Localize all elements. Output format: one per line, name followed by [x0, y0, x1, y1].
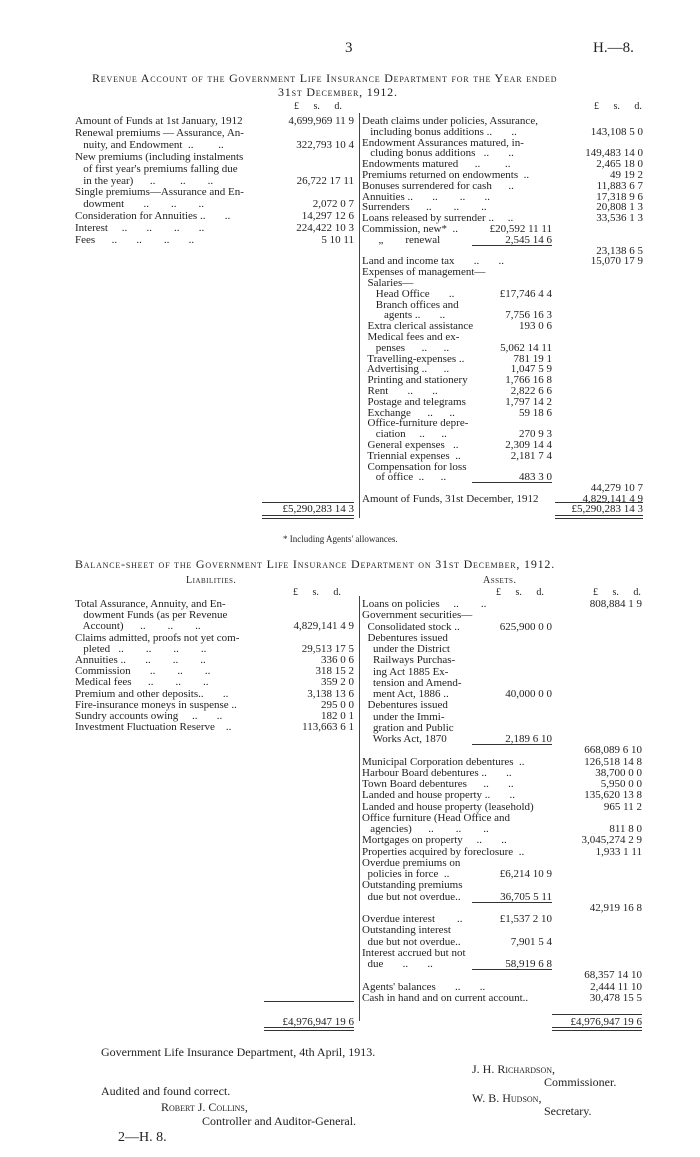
asset-label: Debentures issued: [362, 699, 448, 712]
liabilities-heading: Liabilities.: [186, 575, 237, 586]
revenue-payment-label: Extra clerical assistance: [362, 320, 474, 333]
revenue-receipt-amount: 14,297 12 6: [301, 210, 354, 223]
liability-label: pleted .. .. .. ..: [75, 642, 207, 655]
revenue-payment-label: agents .. ..: [362, 309, 446, 322]
revenue-receipt-label: nuity, and Endowment .. ..: [75, 138, 224, 151]
revenue-receipt-label: Single premiums—Assurance and En-: [75, 186, 244, 199]
revenue-payment-subamount: 270 9 3: [519, 428, 552, 441]
asset-label: Interest accrued but not: [362, 946, 466, 959]
liability-amount: 4,829,141 4 9: [293, 620, 354, 633]
asset-amount: 811 8 0: [609, 823, 642, 835]
revenue-payment-label: Rent .. ..: [362, 385, 438, 397]
asset-amount: 5,950 0 0: [600, 778, 642, 790]
revenue-right-total: £5,290,283 14 3: [571, 503, 643, 515]
revenue-receipt-label: Consideration for Annuities .. ..: [75, 210, 231, 223]
revenue-receipt-label: Amount of Funds at 1st January, 1912: [75, 115, 243, 127]
auditor-name: Robert J. Collins,: [161, 1100, 248, 1114]
assets-heading: Assets.: [483, 575, 517, 586]
asset-label: Landed and house property (leasehold): [362, 800, 534, 813]
dated-line: Government Life Insurance Department, 4th April, 1913.: [101, 1045, 376, 1059]
revenue-receipt-label: of first year's premiums falling due: [75, 162, 238, 175]
balance-title: Balance-sheet of the Government Life Insurance Department on 31st December, 1912.: [75, 557, 556, 571]
asset-amount: 1,933 1 11: [595, 845, 642, 858]
revenue-payment-subamount: 1,766 16 8: [505, 374, 552, 387]
balance-divider: [359, 596, 360, 1021]
subtotal-rule: [472, 902, 552, 903]
revenue-title: Revenue Account of the Government Life Insurance Department for the Year ended: [92, 71, 558, 85]
asset-label: Mortgages on property .. ..: [362, 834, 507, 847]
revenue-payment-label: including bonus additions .. ..: [362, 125, 517, 138]
liability-label: Annuities .. .. .. ..: [75, 654, 206, 666]
revenue-receipt-amount: 4,699,969 11 9: [288, 115, 354, 127]
revenue-left-total-rule: [262, 515, 354, 519]
asset-label: ing Act 1885 Ex-: [362, 665, 449, 678]
revenue-payment-label: Compensation for loss: [362, 460, 467, 473]
revenue-left-total: £5,290,283 14 3: [282, 503, 354, 515]
liabilities-total: £4,976,947 19 6: [282, 1016, 354, 1028]
currency-header: £ s. d.: [496, 587, 544, 598]
revenue-receipt-label: Renewal premiums — Assurance, An-: [75, 126, 244, 139]
revenue-payment-amount: 44,279 10 7: [590, 482, 643, 495]
revenue-payment-subamount: 5,062 14 11: [500, 341, 552, 354]
liability-amount: 113,663 6 1: [302, 721, 354, 734]
asset-amount: 68,357 14 10: [584, 969, 642, 982]
revenue-payment-subamount: 2,822 6 6: [510, 385, 552, 397]
asset-label: policies in force ..: [362, 868, 450, 880]
asset-label: Railways Purchas-: [362, 654, 456, 667]
asset-amount: 42,919 16 8: [589, 901, 642, 914]
asset-label: Municipal Corporation debentures ..: [362, 755, 525, 768]
revenue-payment-label: Salaries—: [362, 277, 414, 289]
revenue-payment-label: Annuities .. .. .. ..: [362, 190, 491, 203]
asset-label: Agents' balances .. ..: [362, 980, 486, 993]
revenue-payment-subamount: 2,309 14 4: [505, 439, 552, 451]
liability-label: Sundry accounts owing .. ..: [75, 710, 223, 722]
page-number: 3: [345, 40, 353, 56]
revenue-payment-label: Loans released by surrender .. ..: [362, 212, 514, 225]
asset-amount: 808,884 1 9: [589, 598, 642, 610]
liability-label: Commission .. .. ..: [75, 665, 211, 678]
asset-label: agencies) .. .. ..: [362, 823, 489, 835]
liability-label: Premium and other deposits.. ..: [75, 687, 229, 700]
revenue-payment-label: ciation .. ..: [362, 428, 447, 441]
revenue-payment-label: Printing and stationery: [362, 374, 468, 387]
revenue-payment-amount: 149,483 14 0: [585, 147, 643, 160]
document-ref: H.—8.: [593, 40, 634, 56]
liability-amount: 3,138 13 6: [307, 687, 354, 700]
asset-label: due .. ..: [362, 958, 433, 970]
asset-label: due but not overdue..: [362, 890, 461, 903]
revenue-payment-amount: 143,108 5 0: [590, 125, 643, 138]
asset-subamount: 7,901 5 4: [510, 935, 552, 948]
revenue-payment-subamount: 193 0 6: [519, 320, 552, 333]
revenue-payment-amount: 49 19 2: [610, 169, 643, 181]
revenue-payment-label: Medical fees and ex-: [362, 331, 460, 343]
asset-label: Debentures issued: [362, 631, 448, 644]
revenue-payment-label: Surrenders .. .. ..: [362, 201, 487, 214]
revenue-payment-label: Premiums returned on endowments ..: [362, 169, 530, 181]
asset-label: Office furniture (Head Office and: [362, 811, 511, 824]
liability-label: Investment Fluctuation Reserve ..: [75, 721, 232, 734]
asset-subamount: 2,189 6 10: [505, 733, 552, 745]
currency-header: £ s. d.: [293, 587, 341, 598]
revenue-payment-amount: 2,465 18 0: [596, 158, 643, 171]
subtotal-rule: [472, 969, 552, 970]
liability-label: dowment Funds (as per Revenue: [75, 609, 228, 622]
revenue-payment-label: Head Office ..: [362, 287, 455, 300]
revenue-payment-subamount: £17,746 4 4: [499, 287, 552, 300]
revenue-payment-label: Bonuses surrendered for cash ..: [362, 179, 514, 192]
revenue-payment-subamount: £20,592 11 11: [489, 223, 552, 235]
liability-label: Fire-insurance moneys in suspense ..: [75, 698, 237, 711]
asset-label: Works Act, 1870: [362, 733, 447, 745]
revenue-payment-label: Travelling-expenses ..: [362, 352, 465, 365]
liability-amount: 318 15 2: [315, 665, 354, 678]
revenue-receipt-amount: 322,793 10 4: [296, 138, 354, 151]
asset-amount: 135,620 13 8: [584, 789, 642, 802]
revenue-payment-amount: 17,318 9 6: [596, 190, 643, 203]
asset-subamount: £1,537 2 10: [499, 913, 552, 925]
asset-amount: 2,444 11 10: [590, 980, 642, 993]
asset-amount: 3,045,274 2 9: [581, 834, 642, 847]
signatory-2-title: Secretary.: [544, 1104, 592, 1118]
asset-label: tension and Amend-: [362, 676, 462, 689]
asset-amount: 38,700 0 0: [595, 766, 642, 779]
revenue-payment-label: Postage and telegrams: [362, 395, 466, 408]
revenue-receipt-label: Interest .. .. .. ..: [75, 222, 205, 235]
revenue-payment-label: Death claims under policies, Assurance,: [362, 115, 538, 127]
asset-label: Harbour Board debentures .. ..: [362, 766, 512, 779]
signatory-1-title: Commissioner.: [544, 1075, 617, 1089]
revenue-payment-subamount: 2,181 7 4: [510, 449, 552, 462]
revenue-payment-subamount: 1,797 14 2: [505, 395, 552, 408]
page-footer: 2—H. 8.: [118, 1130, 167, 1145]
revenue-payment-amount: 15,070 17 9: [590, 255, 643, 268]
revenue-payment-label: Triennial expenses ..: [362, 449, 461, 462]
revenue-receipt-amount: 224,422 10 3: [296, 222, 354, 235]
revenue-payment-amount: 23,138 6 5: [596, 244, 643, 257]
liability-label: Total Assurance, Annuity, and En-: [75, 598, 226, 610]
asset-subamount: 36,705 5 11: [500, 890, 552, 903]
subtotal-rule: [472, 482, 552, 483]
revenue-payment-label: Land and income tax .. ..: [362, 255, 505, 268]
revenue-payment-amount: 33,536 1 3: [596, 212, 643, 225]
revenue-right-total-rule: [555, 515, 643, 519]
footnote: * Including Agents' allowances.: [283, 534, 398, 544]
asset-label: Town Board debentures .. ..: [362, 778, 514, 790]
revenue-payment-label: cluding bonus additions .. ..: [362, 147, 514, 160]
asset-label: under the District: [362, 643, 450, 655]
asset-subamount: 625,900 0 0: [499, 620, 552, 633]
revenue-payment-subamount: 1,047 5 9: [510, 363, 552, 376]
revenue-receipt-label: New premiums (including instalments: [75, 150, 244, 163]
asset-label: Properties acquired by foreclosure ..: [362, 845, 525, 858]
liability-label: Medical fees .. .. ..: [75, 676, 209, 689]
subtotal-rule: [472, 245, 552, 246]
asset-label: gration and Public: [362, 721, 454, 734]
revenue-payment-label: Advertising .. ..: [362, 363, 450, 376]
revenue-payment-subamount: 59 18 6: [519, 406, 552, 419]
liability-amount: 29,513 17 5: [301, 642, 354, 655]
revenue-receipt-amount: 5 10 11: [321, 234, 354, 246]
revenue-payment-amount: 20,808 1 3: [596, 201, 643, 214]
asset-label: Overdue interest ..: [362, 913, 463, 925]
revenue-payment-amount: 4,829,141 4 9: [582, 493, 643, 505]
asset-label: Loans on policies .. ..: [362, 598, 487, 610]
signatory-2: W. B. Hudson,: [472, 1091, 542, 1105]
revenue-divider: [359, 113, 360, 518]
revenue-payment-label: Commission, new* ..: [362, 223, 458, 235]
liabilities-rule: [264, 1001, 354, 1002]
revenue-title-date: 31st December, 1912.: [278, 85, 398, 99]
liability-amount: 336 0 6: [321, 654, 354, 666]
revenue-payment-label: „ renewal: [362, 233, 441, 246]
auditor-title: Controller and Auditor-General.: [202, 1114, 357, 1128]
currency-header: £ s. d.: [294, 101, 342, 112]
revenue-payment-label: Endowment Assurances matured, in-: [362, 136, 524, 149]
asset-amount: 965 11 2: [603, 800, 642, 813]
subtotal-rule: [472, 744, 552, 745]
asset-label: Overdue premiums on: [362, 856, 461, 869]
asset-subamount: £6,214 10 9: [499, 868, 552, 880]
asset-label: under the Immi-: [362, 710, 445, 723]
assets-total: £4,976,947 19 6: [570, 1016, 642, 1028]
revenue-payment-subamount: 483 3 0: [519, 471, 552, 484]
revenue-payment-amount: 11,883 6 7: [596, 179, 643, 192]
revenue-payment-label: of office .. ..: [362, 471, 447, 484]
revenue-payment-subamount: 2,545 14 6: [505, 233, 552, 246]
liability-label: Claims admitted, proofs not yet com-: [75, 631, 240, 644]
revenue-payment-label: Amount of Funds, 31st December, 1912: [362, 493, 539, 505]
asset-label: Outstanding premiums: [362, 879, 463, 892]
asset-amount: 126,518 14 8: [584, 755, 642, 768]
asset-label: Cash in hand and on current account..: [362, 991, 529, 1004]
liability-amount: 295 0 0: [321, 698, 354, 711]
asset-amount: 668,089 6 10: [584, 744, 642, 757]
asset-label: Outstanding interest: [362, 924, 451, 937]
audit-statement: Audited and found correct.: [101, 1084, 231, 1098]
revenue-payment-label: Branch offices and: [362, 298, 459, 311]
revenue-payment-label: Office-furniture depre-: [362, 417, 469, 430]
revenue-receipt-amount: 2,072 0 7: [312, 198, 354, 211]
asset-label: Landed and house property .. ..: [362, 789, 516, 802]
revenue-receipt-label: in the year) .. .. ..: [75, 174, 214, 187]
asset-subamount: 58,919 6 8: [505, 958, 552, 970]
asset-label: Government securities—: [362, 609, 473, 622]
currency-header: £ s. d.: [594, 101, 642, 112]
revenue-payment-subamount: 781 19 1: [513, 352, 552, 365]
revenue-receipt-label: Fees .. .. .. ..: [75, 234, 195, 246]
revenue-receipt-amount: 26,722 17 11: [296, 174, 354, 187]
assets-rule: [552, 1014, 642, 1015]
liability-label: Account) .. .. ..: [75, 620, 201, 633]
asset-amount: 30,478 15 5: [589, 991, 642, 1004]
asset-label: Consolidated stock ..: [362, 620, 460, 633]
liability-amount: 182 0 1: [321, 710, 354, 722]
liability-amount: 359 2 0: [321, 676, 354, 689]
asset-label: due but not overdue..: [362, 935, 461, 948]
revenue-payment-label: General expenses ..: [362, 439, 459, 451]
revenue-payment-label: Endowments matured .. ..: [362, 158, 511, 171]
revenue-receipt-label: dowment .. .. ..: [75, 198, 204, 211]
revenue-payment-label: Expenses of management—: [362, 266, 486, 279]
currency-header: £ s. d.: [593, 587, 641, 598]
revenue-payment-label: Exchange .. ..: [362, 406, 455, 419]
asset-subamount: 40,000 0 0: [505, 688, 552, 700]
asset-label: ment Act, 1886 ..: [362, 688, 449, 700]
signatory-1: J. H. Richardson,: [472, 1062, 556, 1076]
revenue-payment-label: penses .. ..: [362, 341, 450, 354]
revenue-payment-subamount: 7,756 16 3: [505, 309, 552, 322]
